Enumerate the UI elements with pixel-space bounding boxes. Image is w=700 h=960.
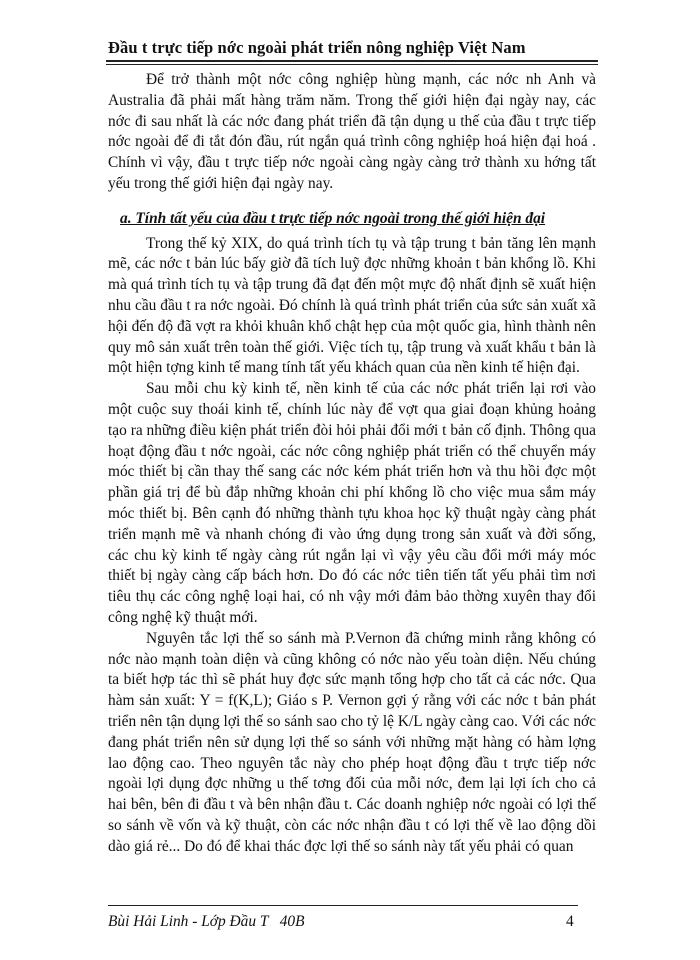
header-divider [106, 60, 598, 65]
intro-paragraph: Để trở thành một nớc công nghiệp hùng mạnh, các nớc nh Anh và Australia đã phải mất hàng trăm năm. Trong thế giới hiện đại ngày nay, các nớc đi sau nhất là các nớc đang phát triển đã tận dụng u thế của đầu t trực tiếp nớc ngoài để đi tắt đón đầu, rút ngắn quá trình công nghiệp hoá hiện đại hoá . Chính vì vậy, đầu t trực tiếp nớc ngoài càng ngày càng trở thành xu hớng tất yếu trong thế giới hiện đại ngày nay. [108, 71, 596, 192]
document-body [108, 70, 596, 857]
page-number: 4 [566, 913, 574, 930]
running-header: Đầu t trực tiếp nớc ngoài phát triển nông nghiệp Việt Nam [108, 38, 526, 57]
section-heading: a. Tính tất yếu của đầu t trực tiếp nớc ngoài trong thế giới hiện đại [120, 209, 546, 227]
footer-author: Bùi Hải Linh - Lớp Đầu T 40B [108, 913, 305, 930]
body-paragraph: Trong thế kỷ XIX, do quá trình tích tụ và tập trung t bản tăng lên mạnh mẽ, các nớc t bản lúc bấy giờ đã tích luỹ đợc những khoản t bản khổng lồ. Khi mà quá trình tích tụ và tập trung đã đạt đến một mực độ nhất định sẽ xuất hiện nhu cầu đầu t ra nớc ngoài. Đó chính là quá trình phát triển của sức sản xuất xã hội đến độ đã vợt ra khỏi khuân khổ chật hẹp của một quốc gia, hình thành nên quy mô sản xuất trên toàn thế giới. Việc tích tụ, tập trung và xuất khẩu t bản là một hiện tợng kinh tế mang tính tất yếu khách quan của nền kinh tế hiện đại. [108, 234, 596, 377]
body-paragraph: Sau mỗi chu kỳ kinh tế, nền kinh tế của các nớc phát triển lại rơi vào một cuộc suy thoái kinh tế, chính lúc này để vợt qua giai đoạn khủng hoảng tạo ra những điều kiện phát triển đòi hỏi phải đổi mới t bản cố định. Thông qua hoạt động đầu t nớc ngoài, các nớc công nghiệp phát triển có thể chuyển máy móc thiết bị cần thay thế sang các nớc kém phát triển hơn và thu hồi đợc một phần giá trị để bù đắp những khoản chi phí khổng lồ cho việc mua sắm máy móc thiết bị. Bên cạnh đó những thành tựu khoa học kỹ thuật ngày càng phát triển mạnh mẽ và nhanh chóng đi vào ứng dụng trong sản xuất và đời sống, các chu kỳ kinh tế ngày càng rút ngắn lại vì vậy yêu cầu đổi mới máy móc thiết bị ngày càng cấp bách hơn. Do đó các nớc tiên tiến tất yếu phải tìm nơi tiêu thụ các công nghệ loại hai, có nh vậy mới đảm bảo thờng xuyên thay đổi công nghệ kỹ thuật mới. [108, 380, 596, 626]
footer-divider [108, 905, 578, 906]
body-paragraph: Nguyên tắc lợi thế so sánh mà P.Vernon đã chứng minh rằng không có nớc nào mạnh toàn diện và cũng không có nớc nào yếu toàn diện. Nếu chúng ta biết hợp tác thì sẽ phát huy đợc sức mạnh tổng hợp cho tất cả các nớc. Qua hàm sản xuất: Y = f(K,L); Giáo s P. Vernon gợi ý rằng với các nớc t bản phát triển nên tận dụng lợi thế so sánh sao cho tỷ lệ K/L ngày càng cao. Với các nớc đang phát triển nên sử dụng lợi thế so sánh với những mặt hàng có hàm lợng lao động cao. Theo nguyên tắc này cho phép hoạt động đầu t trực tiếp nớc ngoài lợi dụng đợc những u thế tơng đối của mỗi nớc, đem lại lợi ích cho cả hai bên, bên đi đầu t và bên nhận đầu t. Các doanh nghiệp nớc ngoài có lợi thế so sánh về vốn và kỹ thuật, còn các nớc nhận đầu t có lợi thế về lao động dồi dào giá rẻ... Do đó để khai thác đợc lợi thế so sánh này tất yếu phải có quan [108, 629, 596, 855]
